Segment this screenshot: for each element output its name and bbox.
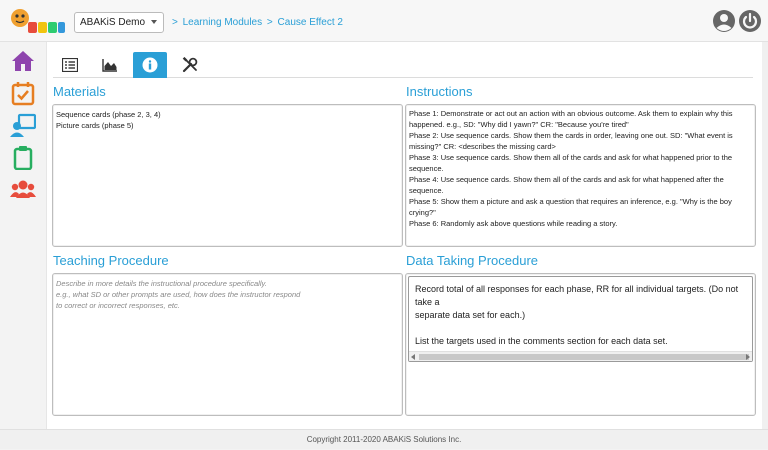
- data-taking-line: separate data set for each.): [415, 310, 526, 320]
- teaching-placeholder-line: e.g., what SD or other prompts are used, how does the instructor respond: [56, 290, 301, 299]
- horizontal-scrollbar[interactable]: [409, 351, 752, 361]
- scroll-left-icon[interactable]: [411, 354, 415, 360]
- instructions-line: Phase 3: Use sequence cards. Show them all of the cards and ask for what happened prior to the: [409, 153, 733, 162]
- instructions-line: Phase 2: Use sequence cards. Show them the cards in order, leaving one out. SD: "What event is: [409, 131, 733, 140]
- breadcrumb-separator: >: [172, 17, 178, 28]
- list-icon: [62, 58, 78, 72]
- abakis-logo[interactable]: [8, 6, 66, 36]
- data-taking-editor[interactable]: [408, 276, 753, 362]
- tools-icon: [182, 57, 198, 73]
- instructions-line: Phase 5: Show them a picture and ask a question that requires an inference, e.g. "Why is the boy: [409, 197, 732, 206]
- materials-title: Materials: [53, 84, 106, 99]
- breadcrumb: [170, 17, 343, 28]
- instructions-line: Phase 1: Demonstrate or act out an action with an obvious outcome. Ask them to explain why this: [409, 109, 733, 118]
- materials-textarea[interactable]: [52, 104, 403, 247]
- instructions-line: happened. e.g., SD: "Why did I yawn?" CR: "Because you're tired": [409, 120, 629, 129]
- info-icon: [142, 57, 158, 73]
- footer: [0, 429, 768, 449]
- materials-line: Picture cards (phase 5): [56, 121, 134, 130]
- instructions-title: Instructions: [406, 84, 473, 99]
- data-taking-procedure-title: Data Taking Procedure: [406, 253, 539, 268]
- sidebar: [0, 42, 46, 429]
- teaching-placeholder-line: Describe in more details the instructional procedure specifically.: [56, 279, 267, 288]
- main-content: [46, 42, 762, 429]
- tab-list[interactable]: [53, 52, 87, 78]
- data-taking-line: [415, 322, 746, 335]
- instructions-line: Phase 4: Use sequence cards. Show them all of the cards and ask for what happened after the: [409, 175, 724, 184]
- data-taking-line: Record total of all responses for each phase, RR for all individual targets. (Do not take a: [415, 284, 739, 307]
- teaching-placeholder-line: to correct or incorrect responses, etc.: [56, 301, 180, 310]
- student-board-icon[interactable]: [10, 112, 36, 138]
- breadcrumb-learning-modules[interactable]: Learning Modules: [182, 17, 263, 28]
- clipboard-icon[interactable]: [10, 144, 36, 170]
- page-scrollbar[interactable]: [762, 42, 768, 429]
- instructions-line: sequence.: [409, 186, 444, 195]
- data-taking-line: List the targets used in the comments section for each data set.: [415, 336, 668, 346]
- tab-chart[interactable]: [93, 52, 127, 78]
- instructions-line: crying?": [409, 208, 436, 217]
- instructions-line: sequence.: [409, 164, 444, 173]
- user-account-icon[interactable]: [712, 9, 736, 33]
- tab-info[interactable]: [133, 52, 167, 78]
- scrollbar-thumb[interactable]: [419, 354, 749, 360]
- copyright-text: Copyright 2011-2020 ABAKiS Solutions Inc.: [306, 435, 462, 444]
- instructions-line: Phase 6: Randomly ask above questions while reading a story.: [409, 219, 618, 228]
- breadcrumb-current[interactable]: Cause Effect 2: [277, 17, 343, 28]
- top-bar: [0, 0, 768, 42]
- users-group-icon[interactable]: [10, 176, 36, 202]
- tab-tools[interactable]: [173, 52, 207, 78]
- calendar-check-icon[interactable]: [10, 80, 36, 106]
- data-taking-procedure-textarea[interactable]: [405, 273, 756, 416]
- organization-select-value: ABAKiS Demo: [80, 17, 146, 28]
- scroll-right-icon[interactable]: [746, 354, 750, 360]
- organization-select[interactable]: [74, 12, 164, 33]
- area-chart-icon: [102, 58, 118, 72]
- breadcrumb-separator: >: [266, 17, 273, 28]
- module-tabs: [53, 50, 753, 78]
- teaching-procedure-textarea[interactable]: [52, 273, 403, 416]
- chevron-down-icon: [151, 20, 157, 24]
- instructions-line: missing?" CR: <describes the missing card>: [409, 142, 556, 151]
- materials-line: Sequence cards (phase 2, 3, 4): [56, 110, 161, 119]
- teaching-procedure-title: Teaching Procedure: [53, 253, 169, 268]
- home-icon[interactable]: [10, 48, 36, 74]
- power-logout-icon[interactable]: [738, 9, 762, 33]
- instructions-textarea[interactable]: [405, 104, 756, 247]
